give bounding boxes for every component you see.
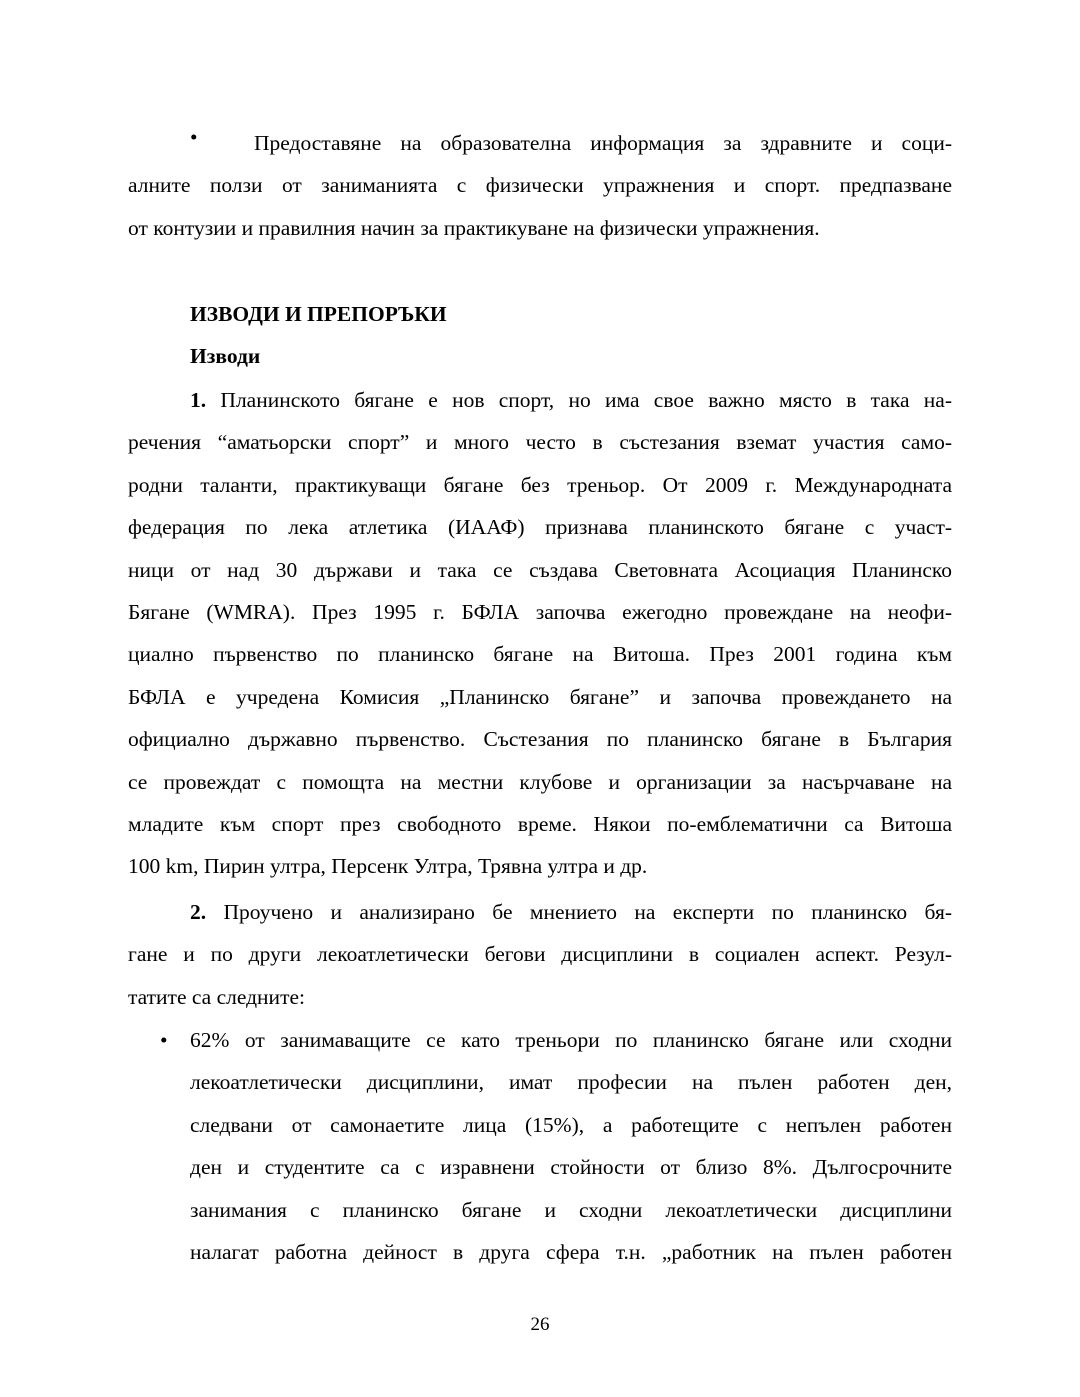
paragraph-line: от контузии и правилния начин за практикуване на физически упражнения. bbox=[128, 215, 820, 240]
intro-bullet-marker: • bbox=[190, 125, 198, 149]
paragraph-line: ници от над 30 държави и така се създава Световната Асоциация Планинско bbox=[128, 557, 952, 582]
paragraph-line: Предоставяне на образователна информация за здравните и соци- bbox=[254, 131, 952, 155]
paragraph-line: се провеждат с помощта на местни клубове и организации за насърчаване на bbox=[128, 769, 952, 794]
paragraph-line: официално държавно първенство. Състезания по планинско бягане в България bbox=[128, 727, 952, 752]
page-number: 26 bbox=[530, 1314, 550, 1335]
paragraph-line: алните ползи от заниманията с физически упражнения и спорт. предпазване bbox=[128, 173, 952, 198]
results-bullet-item bbox=[160, 1019, 952, 1273]
item-number: 2. bbox=[190, 900, 207, 924]
paragraph-line: занимания с планинско бягане и сходни лекоатлетически дисциплини bbox=[190, 1197, 952, 1222]
paragraph-line: федерация по лека атлетика (ИААФ) признава планинското бягане с участ- bbox=[128, 515, 952, 540]
section-heading: ИЗВОДИ И ПРЕПОРЪКИ bbox=[190, 302, 447, 326]
paragraph-line: 62% от занимаващите се като треньори по планинско бягане или сходни bbox=[190, 1028, 952, 1052]
paragraph-line: речения “аматьорски спорт” и много често в състезания вземат участия само- bbox=[128, 430, 952, 455]
conclusion-item-1 bbox=[128, 379, 952, 888]
conclusion-item-2 bbox=[128, 891, 952, 1018]
item-number: 1. bbox=[190, 388, 207, 412]
paragraph-line: 100 km, Пирин ултра, Персенк Ултра, Трявна ултра и др. bbox=[128, 854, 648, 879]
bullet-marker: • bbox=[160, 1028, 168, 1052]
subheading: Изводи bbox=[190, 344, 261, 368]
paragraph-line: младите към спорт през свободното време. Някои по-емблематични са Витоша bbox=[128, 811, 952, 836]
paragraph-line: родни таланти, практикуващи бягане без треньор. От 2009 г. Международната bbox=[128, 472, 952, 497]
paragraph-line: циално първенство по планинско бягане на Витоша. През 2001 година към bbox=[128, 642, 952, 667]
paragraph-line: налагат работна дейност в друга сфера т.н. „работник на пълен работен bbox=[190, 1239, 952, 1264]
paragraph-line: БФЛА е учредена Комисия „Планинско бягане” и започва провеждането на bbox=[128, 684, 952, 709]
paragraph-line: лекоатлетически дисциплини, имат професии на пълен работен ден, bbox=[190, 1070, 952, 1095]
paragraph-line: 2. Проучено и анализирано бе мнението на експерти по планинско бя- bbox=[190, 900, 952, 924]
paragraph-line: Бягане (WMRA). През 1995 г. БФЛА започва ежегодно провеждане на неофи- bbox=[128, 599, 952, 624]
intro-bullet-paragraph bbox=[128, 122, 952, 249]
paragraph-line: гане и по други лекоатлетически бегови дисциплини в социален аспект. Резул- bbox=[128, 942, 952, 967]
paragraph-line: ден и студентите са с изравнени стойности от близо 8%. Дългосрочните bbox=[190, 1155, 952, 1180]
paragraph-line: следвани от самонаетите лица (15%), а работещите с непълен работен bbox=[190, 1112, 952, 1137]
paragraph-line: татите са следните: bbox=[128, 984, 305, 1009]
paragraph-line: 1. Планинското бягане е нов спорт, но има свое важно място в така на- bbox=[190, 388, 952, 412]
